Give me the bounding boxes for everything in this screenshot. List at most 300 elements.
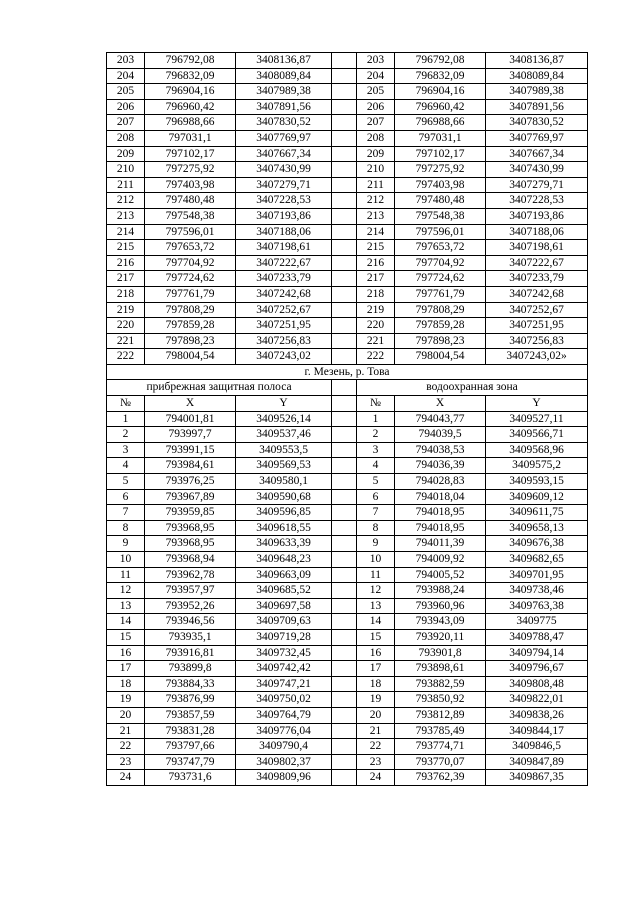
left-x-value: 793935,1 [145, 629, 236, 645]
right-point-number: 10 [357, 552, 395, 568]
left-x-value: 793968,95 [145, 520, 236, 536]
left-x-value: 796960,42 [145, 99, 236, 115]
left-y-value: 3409802,37 [236, 754, 332, 770]
right-point-number: 217 [357, 271, 395, 287]
right-point-number: 21 [357, 723, 395, 739]
right-point-number: 11 [357, 567, 395, 583]
column-gap [332, 520, 357, 536]
table-row [107, 162, 588, 178]
column-gap [332, 53, 357, 69]
left-point-number: 23 [107, 754, 145, 770]
left-x-value: 796988,66 [145, 115, 236, 131]
right-y-value: 3408136,87 [486, 53, 588, 69]
left-point-number: 221 [107, 333, 145, 349]
left-y-value: 3407242,68 [236, 286, 332, 302]
right-y-value: 3407769,97 [486, 130, 588, 146]
table-row [107, 208, 588, 224]
left-y-value: 3407233,79 [236, 271, 332, 287]
left-x-value: 797596,01 [145, 224, 236, 240]
column-gap [332, 505, 357, 521]
right-point-number: 13 [357, 598, 395, 614]
right-x-value: 797596,01 [395, 224, 486, 240]
right-point-number: 208 [357, 130, 395, 146]
right-point-number: 204 [357, 68, 395, 84]
column-gap [332, 645, 357, 661]
right-x-value: 797275,92 [395, 162, 486, 178]
left-point-number: 1 [107, 411, 145, 427]
right-point-number: 221 [357, 333, 395, 349]
left-point-number: 218 [107, 286, 145, 302]
right-point-number: 214 [357, 224, 395, 240]
column-gap [332, 536, 357, 552]
right-x-value: 793943,09 [395, 614, 486, 630]
left-x-value: 798004,54 [145, 349, 236, 365]
table-row [107, 193, 588, 209]
right-point-number: 211 [357, 177, 395, 193]
column-gap [332, 302, 357, 318]
right-y-value: 3409676,38 [486, 536, 588, 552]
right-y-value: 3409794,14 [486, 645, 588, 661]
left-x-value: 793899,8 [145, 661, 236, 677]
table-row [107, 661, 588, 677]
column-gap [332, 240, 357, 256]
left-y-value: 3407243,02 [236, 349, 332, 365]
table-row [107, 68, 588, 84]
left-x-value: 794001,81 [145, 411, 236, 427]
left-y-value: 3409663,09 [236, 567, 332, 583]
column-gap [332, 427, 357, 443]
left-y-value: 3409633,39 [236, 536, 332, 552]
right-y-value: 3407228,53 [486, 193, 588, 209]
left-x-value: 797031,1 [145, 130, 236, 146]
column-gap [332, 458, 357, 474]
right-x-value: 793920,11 [395, 629, 486, 645]
right-y-value: 3407233,79 [486, 271, 588, 287]
left-x-value: 797898,23 [145, 333, 236, 349]
left-x-value: 793797,66 [145, 739, 236, 755]
column-gap [332, 255, 357, 271]
left-point-number: 24 [107, 770, 145, 786]
right-point-number: 6 [357, 489, 395, 505]
left-x-value: 796904,16 [145, 84, 236, 100]
column-gap [332, 723, 357, 739]
right-point-number: 15 [357, 629, 395, 645]
table-row [107, 333, 588, 349]
right-x-value: 794038,53 [395, 442, 486, 458]
right-y-value: 3409763,38 [486, 598, 588, 614]
right-x-value: 793898,61 [395, 661, 486, 677]
left-y-value: 3409580,1 [236, 474, 332, 490]
left-point-number: 13 [107, 598, 145, 614]
left-x-header: X [145, 396, 236, 412]
right-x-value: 793785,49 [395, 723, 486, 739]
left-y-value: 3407256,83 [236, 333, 332, 349]
right-point-number: 212 [357, 193, 395, 209]
left-point-number: 216 [107, 255, 145, 271]
column-gap [332, 598, 357, 614]
left-y-value: 3409697,58 [236, 598, 332, 614]
column-gap [332, 224, 357, 240]
top-coordinates-body [107, 53, 588, 365]
table-row [107, 505, 588, 521]
column-gap [332, 676, 357, 692]
right-x-value: 797898,23 [395, 333, 486, 349]
left-point-number: 22 [107, 739, 145, 755]
right-y-value: 3407222,67 [486, 255, 588, 271]
table-row [107, 146, 588, 162]
left-y-value: 3407252,67 [236, 302, 332, 318]
right-point-number: 14 [357, 614, 395, 630]
left-point-number: 2 [107, 427, 145, 443]
table-row [107, 286, 588, 302]
column-gap [332, 286, 357, 302]
right-x-value: 797548,38 [395, 208, 486, 224]
left-x-value: 793967,89 [145, 489, 236, 505]
left-number-header: № [107, 396, 145, 412]
right-y-value: 3409844,17 [486, 723, 588, 739]
left-point-number: 205 [107, 84, 145, 100]
left-point-number: 20 [107, 707, 145, 723]
left-y-value: 3407989,38 [236, 84, 332, 100]
left-x-value: 793946,56 [145, 614, 236, 630]
column-gap [332, 489, 357, 505]
right-y-value: 3409808,48 [486, 676, 588, 692]
coordinates-document [106, 52, 587, 786]
table-row [107, 629, 588, 645]
right-x-value: 797859,28 [395, 318, 486, 334]
table-row [107, 567, 588, 583]
table-row [107, 739, 588, 755]
left-y-header: Y [236, 396, 332, 412]
column-gap [332, 474, 357, 490]
table-row [107, 84, 588, 100]
right-x-header: X [395, 396, 486, 412]
table-row [107, 224, 588, 240]
left-point-number: 219 [107, 302, 145, 318]
right-point-number: 5 [357, 474, 395, 490]
left-point-number: 3 [107, 442, 145, 458]
right-y-value: 3409838,26 [486, 707, 588, 723]
left-y-value: 3408089,84 [236, 68, 332, 84]
table-row [107, 458, 588, 474]
left-point-number: 213 [107, 208, 145, 224]
left-point-number: 208 [107, 130, 145, 146]
left-point-number: 10 [107, 552, 145, 568]
right-point-number: 24 [357, 770, 395, 786]
right-point-number: 2 [357, 427, 395, 443]
left-x-value: 793959,85 [145, 505, 236, 521]
right-x-value: 796960,42 [395, 99, 486, 115]
left-y-value: 3407430,99 [236, 162, 332, 178]
left-x-value: 797653,72 [145, 240, 236, 256]
right-point-number: 23 [357, 754, 395, 770]
left-y-value: 3409750,02 [236, 692, 332, 708]
right-y-value: 3409788,47 [486, 629, 588, 645]
right-point-number: 215 [357, 240, 395, 256]
left-y-value: 3407830,52 [236, 115, 332, 131]
column-gap [332, 146, 357, 162]
table-row [107, 598, 588, 614]
right-x-value: 797761,79 [395, 286, 486, 302]
right-x-value: 794036,39 [395, 458, 486, 474]
column-gap [332, 614, 357, 630]
right-y-value: 3409701,95 [486, 567, 588, 583]
left-y-value: 3409719,28 [236, 629, 332, 645]
right-y-value: 3409658,13 [486, 520, 588, 536]
right-y-value: 3409775 [486, 614, 588, 630]
right-y-value: 3407193,86 [486, 208, 588, 224]
table-row [107, 552, 588, 568]
left-point-number: 11 [107, 567, 145, 583]
left-point-number: 19 [107, 692, 145, 708]
table-row [107, 489, 588, 505]
left-point-number: 206 [107, 99, 145, 115]
right-point-number: 8 [357, 520, 395, 536]
right-point-number: 216 [357, 255, 395, 271]
table-row [107, 520, 588, 536]
left-point-number: 21 [107, 723, 145, 739]
left-x-value: 793952,26 [145, 598, 236, 614]
right-y-value: 3407430,99 [486, 162, 588, 178]
city-heading: г. Мезень, р. Това [107, 364, 588, 380]
left-point-number: 209 [107, 146, 145, 162]
table-row [107, 318, 588, 334]
column-gap [332, 162, 357, 178]
right-point-number: 12 [357, 583, 395, 599]
right-x-value: 797653,72 [395, 240, 486, 256]
column-gap [332, 567, 357, 583]
left-point-number: 217 [107, 271, 145, 287]
column-gap [332, 629, 357, 645]
left-x-value: 793962,78 [145, 567, 236, 583]
left-point-number: 6 [107, 489, 145, 505]
right-y-value: 3409609,12 [486, 489, 588, 505]
right-y-value: 3409847,89 [486, 754, 588, 770]
left-y-value: 3409709,63 [236, 614, 332, 630]
left-point-number: 5 [107, 474, 145, 490]
left-x-value: 797704,92 [145, 255, 236, 271]
table-row [107, 115, 588, 131]
left-y-value: 3409618,55 [236, 520, 332, 536]
left-x-value: 797859,28 [145, 318, 236, 334]
right-y-value: 3409527,11 [486, 411, 588, 427]
column-gap [332, 770, 357, 786]
right-x-value: 793960,96 [395, 598, 486, 614]
right-x-value: 793762,39 [395, 770, 486, 786]
column-gap [332, 411, 357, 427]
left-point-number: 212 [107, 193, 145, 209]
right-point-number: 209 [357, 146, 395, 162]
left-y-value: 3409790,4 [236, 739, 332, 755]
right-y-value: 3407251,95 [486, 318, 588, 334]
right-point-number: 220 [357, 318, 395, 334]
table-row [107, 536, 588, 552]
right-point-number: 7 [357, 505, 395, 521]
left-point-number: 210 [107, 162, 145, 178]
right-point-number: 207 [357, 115, 395, 131]
table-row [107, 676, 588, 692]
table-row [107, 99, 588, 115]
right-point-number: 206 [357, 99, 395, 115]
right-x-value: 794018,95 [395, 505, 486, 521]
right-y-value: 3407256,83 [486, 333, 588, 349]
bottom-coordinates-body [107, 411, 588, 785]
left-x-value: 797480,48 [145, 193, 236, 209]
right-x-value: 797102,17 [395, 146, 486, 162]
right-y-header: Y [486, 396, 588, 412]
right-x-value: 793770,07 [395, 754, 486, 770]
left-x-value: 797761,79 [145, 286, 236, 302]
left-y-value: 3409764,79 [236, 707, 332, 723]
left-x-value: 797724,62 [145, 271, 236, 287]
left-y-value: 3409553,5 [236, 442, 332, 458]
table-row [107, 130, 588, 146]
right-y-value: 3409846,5 [486, 739, 588, 755]
table-row [107, 692, 588, 708]
left-point-number: 214 [107, 224, 145, 240]
left-point-number: 215 [107, 240, 145, 256]
left-x-value: 797548,38 [145, 208, 236, 224]
right-x-value: 793988,24 [395, 583, 486, 599]
table-row [107, 427, 588, 443]
right-x-value: 797724,62 [395, 271, 486, 287]
right-point-number: 205 [357, 84, 395, 100]
table-row [107, 349, 588, 365]
right-point-number: 210 [357, 162, 395, 178]
right-y-value: 3407198,61 [486, 240, 588, 256]
table-row [107, 723, 588, 739]
right-y-value: 3409738,46 [486, 583, 588, 599]
left-x-value: 793968,94 [145, 552, 236, 568]
left-point-number: 211 [107, 177, 145, 193]
left-y-value: 3407188,06 [236, 224, 332, 240]
left-y-value: 3407198,61 [236, 240, 332, 256]
column-gap [332, 754, 357, 770]
right-y-value: 3409566,71 [486, 427, 588, 443]
right-x-value: 796832,09 [395, 68, 486, 84]
right-x-value: 793901,8 [395, 645, 486, 661]
left-point-number: 12 [107, 583, 145, 599]
table-row [107, 614, 588, 630]
left-y-value: 3409537,46 [236, 427, 332, 443]
left-y-value: 3409809,96 [236, 770, 332, 786]
column-gap [332, 99, 357, 115]
right-x-value: 797808,29 [395, 302, 486, 318]
table-row [107, 177, 588, 193]
column-gap [332, 115, 357, 131]
right-y-value: 3409575,2 [486, 458, 588, 474]
column-gap [332, 442, 357, 458]
table-row [107, 442, 588, 458]
right-y-value: 3407242,68 [486, 286, 588, 302]
table-row [107, 53, 588, 69]
left-y-value: 3407769,97 [236, 130, 332, 146]
right-x-value: 796792,08 [395, 53, 486, 69]
city-heading-row [107, 364, 588, 380]
left-x-value: 793747,79 [145, 754, 236, 770]
left-y-value: 3409526,14 [236, 411, 332, 427]
right-point-number: 3 [357, 442, 395, 458]
column-gap [332, 84, 357, 100]
left-x-value: 797403,98 [145, 177, 236, 193]
left-x-value: 793916,81 [145, 645, 236, 661]
right-y-value: 3407188,06 [486, 224, 588, 240]
right-zone-title: водоохранная зона [357, 380, 588, 396]
right-y-value: 3407243,02» [486, 349, 588, 365]
left-point-number: 220 [107, 318, 145, 334]
left-y-value: 3409747,21 [236, 676, 332, 692]
left-y-value: 3409685,52 [236, 583, 332, 599]
right-y-value: 3409593,15 [486, 474, 588, 490]
table-row [107, 770, 588, 786]
left-y-value: 3409742,42 [236, 661, 332, 677]
left-point-number: 204 [107, 68, 145, 84]
left-y-value: 3407228,53 [236, 193, 332, 209]
left-point-number: 4 [107, 458, 145, 474]
column-header-row [107, 396, 588, 412]
section-heading-body [107, 364, 588, 411]
left-x-value: 797808,29 [145, 302, 236, 318]
left-y-value: 3407667,34 [236, 146, 332, 162]
left-point-number: 8 [107, 520, 145, 536]
left-y-value: 3407222,67 [236, 255, 332, 271]
right-x-value: 796988,66 [395, 115, 486, 131]
left-point-number: 15 [107, 629, 145, 645]
left-point-number: 16 [107, 645, 145, 661]
right-y-value: 3407252,67 [486, 302, 588, 318]
right-point-number: 218 [357, 286, 395, 302]
right-x-value: 794018,04 [395, 489, 486, 505]
left-point-number: 222 [107, 349, 145, 365]
column-gap [332, 552, 357, 568]
left-x-value: 793968,95 [145, 536, 236, 552]
left-y-value: 3409590,68 [236, 489, 332, 505]
left-x-value: 793876,99 [145, 692, 236, 708]
right-x-value: 794009,92 [395, 552, 486, 568]
right-x-value: 793882,59 [395, 676, 486, 692]
column-gap [332, 193, 357, 209]
left-x-value: 793857,59 [145, 707, 236, 723]
table-row [107, 271, 588, 287]
right-point-number: 213 [357, 208, 395, 224]
left-y-value: 3408136,87 [236, 53, 332, 69]
right-x-value: 793812,89 [395, 707, 486, 723]
right-y-value: 3409796,67 [486, 661, 588, 677]
column-gap [332, 661, 357, 677]
left-y-value: 3409569,53 [236, 458, 332, 474]
column-gap [332, 177, 357, 193]
column-gap [332, 739, 357, 755]
right-y-value: 3408089,84 [486, 68, 588, 84]
left-point-number: 203 [107, 53, 145, 69]
left-y-value: 3409776,04 [236, 723, 332, 739]
right-point-number: 19 [357, 692, 395, 708]
table-row [107, 240, 588, 256]
right-x-value: 794043,77 [395, 411, 486, 427]
right-point-number: 16 [357, 645, 395, 661]
column-gap [332, 208, 357, 224]
right-point-number: 222 [357, 349, 395, 365]
table-row [107, 302, 588, 318]
right-point-number: 22 [357, 739, 395, 755]
right-x-value: 794039,5 [395, 427, 486, 443]
column-gap [332, 130, 357, 146]
right-x-value: 797403,98 [395, 177, 486, 193]
left-x-value: 793957,97 [145, 583, 236, 599]
right-y-value: 3407891,56 [486, 99, 588, 115]
right-x-value: 797704,92 [395, 255, 486, 271]
right-y-value: 3409682,65 [486, 552, 588, 568]
